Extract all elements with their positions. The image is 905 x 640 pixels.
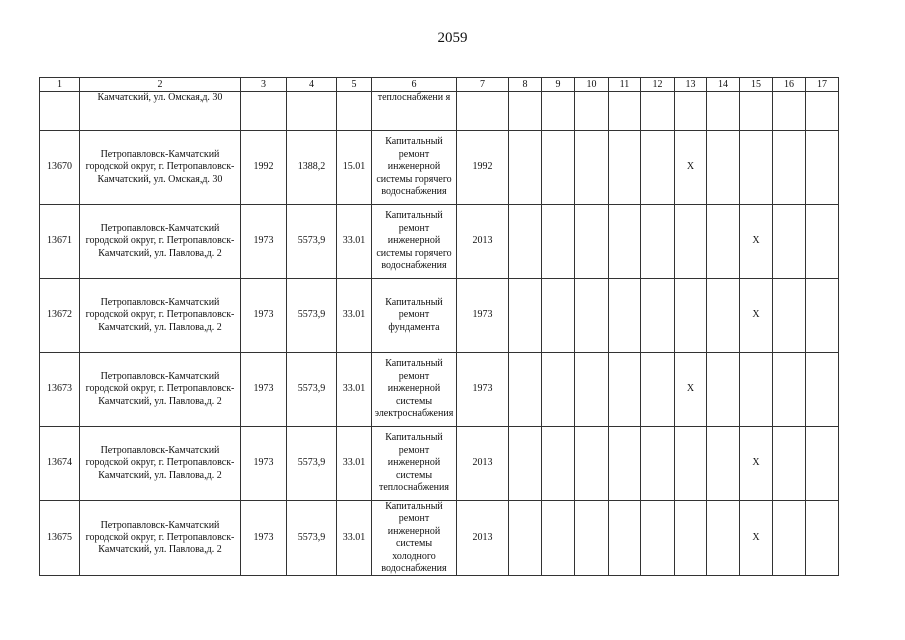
empty-cell [773,131,806,205]
table-row [40,131,839,205]
empty-cell [609,279,641,353]
empty-cell [575,501,609,576]
empty-cell [707,501,740,576]
empty-cell [575,131,609,205]
register-table [39,77,839,576]
column-header: 10 [575,78,609,92]
mark-col-15: X [740,279,773,353]
empty-cell [773,279,806,353]
empty-cell [542,205,575,279]
mark-col-15 [740,131,773,205]
column-header: 4 [287,78,337,92]
mark-col-15 [740,353,773,427]
column-header: 13 [675,78,707,92]
empty-cell [707,427,740,501]
empty-cell [641,131,675,205]
year-cell: 1973 [241,279,287,353]
code-cell: 15.01 [337,131,372,205]
address-cell: Петропавловск-Камчатский городской округ, г. Петропавловск-Камчатский, ул. Павлова,д. 2 [80,427,241,501]
empty-cell [773,427,806,501]
area-cell: 5573,9 [287,205,337,279]
column-header: 7 [457,78,509,92]
year-cell: 1992 [241,131,287,205]
empty-cell [773,501,806,576]
column-header: 9 [542,78,575,92]
column-header: 16 [773,78,806,92]
empty-cell [806,279,839,353]
mark-col-15: X [740,501,773,576]
empty-cell [542,353,575,427]
area-cell: 5573,9 [287,501,337,576]
mark-col-15: X [740,427,773,501]
year-cell: 1973 [241,353,287,427]
plan-year-cell: 1992 [457,131,509,205]
empty-cell [609,427,641,501]
column-header: 12 [641,78,675,92]
column-header: 17 [806,78,839,92]
address-cell: Камчатский, ул. Омская,д. 30 [80,92,241,131]
work-cell: теплоснабжени я [372,92,457,131]
empty-cell [509,279,542,353]
work-cell: Капитальный ремонт инженерной системы электроснабжения [372,353,457,427]
empty-cell [806,427,839,501]
empty-cell [806,131,839,205]
id-cell: 13672 [40,279,80,353]
table-row [40,353,839,427]
work-cell: Капитальный ремонт инженерной системы горячего водоснабжения [372,205,457,279]
column-header: 6 [372,78,457,92]
column-header: 11 [609,78,641,92]
code-cell: 33.01 [337,205,372,279]
plan-year-cell: 2013 [457,205,509,279]
area-cell: 1388,2 [287,131,337,205]
empty-cell [641,427,675,501]
empty-cell [806,353,839,427]
empty-cell [609,501,641,576]
column-header: 2 [80,78,241,92]
address-cell: Петропавловск-Камчатский городской округ, г. Петропавловск-Камчатский, ул. Омская,д. 30 [80,131,241,205]
mark-col-13 [675,501,707,576]
column-header: 1 [40,78,80,92]
empty-cell [609,205,641,279]
mark-col-13 [675,279,707,353]
id-cell: 13671 [40,205,80,279]
table-row [40,501,839,576]
table-row [40,205,839,279]
empty-cell [641,501,675,576]
empty-cell [641,279,675,353]
year-cell: 1973 [241,427,287,501]
empty-cell [575,353,609,427]
empty-cell [806,205,839,279]
empty-cell [609,131,641,205]
empty-cell [509,427,542,501]
empty-cell [609,353,641,427]
plan-year-cell: 1973 [457,279,509,353]
plan-year-cell: 1973 [457,353,509,427]
code-cell: 33.01 [337,501,372,576]
address-cell: Петропавловск-Камчатский городской округ, г. Петропавловск-Камчатский, ул. Павлова,д. 2 [80,353,241,427]
work-cell: Капитальный ремонт инженерной системы теплоснабжения [372,427,457,501]
column-header: 15 [740,78,773,92]
column-header: 5 [337,78,372,92]
empty-cell [575,427,609,501]
empty-cell [641,353,675,427]
empty-cell [509,205,542,279]
year-cell: 1973 [241,205,287,279]
empty-cell [641,205,675,279]
table-row [40,279,839,353]
area-cell: 5573,9 [287,353,337,427]
area-cell: 5573,9 [287,279,337,353]
empty-cell [773,353,806,427]
table-row [40,427,839,501]
id-cell: 13675 [40,501,80,576]
plan-year-cell: 2013 [457,501,509,576]
column-header: 3 [241,78,287,92]
continuation-row [40,92,839,131]
year-cell: 1973 [241,501,287,576]
empty-cell [509,353,542,427]
empty-cell [773,205,806,279]
code-cell: 33.01 [337,353,372,427]
work-cell: Капитальный ремонт инженерной системы холодного водоснабжения [372,501,457,576]
empty-cell [707,131,740,205]
id-cell: 13674 [40,427,80,501]
empty-cell [806,501,839,576]
header-row [40,78,839,92]
empty-cell [509,131,542,205]
work-cell: Капитальный ремонт фундамента [372,279,457,353]
plan-year-cell: 2013 [457,427,509,501]
mark-col-13 [675,427,707,501]
code-cell: 33.01 [337,427,372,501]
column-header: 14 [707,78,740,92]
mark-col-13: X [675,131,707,205]
id-cell: 13670 [40,131,80,205]
address-cell: Петропавловск-Камчатский городской округ, г. Петропавловск-Камчатский, ул. Павлова,д. 2 [80,501,241,576]
mark-col-13: X [675,353,707,427]
address-cell: Петропавловск-Камчатский городской округ, г. Петропавловск-Камчатский, ул. Павлова,д. 2 [80,279,241,353]
id-cell: 13673 [40,353,80,427]
page-number: 2059 [437,30,468,46]
empty-cell [542,279,575,353]
work-cell: Капитальный ремонт инженерной системы горячего водоснабжения [372,131,457,205]
empty-cell [707,353,740,427]
empty-cell [707,205,740,279]
column-header: 8 [509,78,542,92]
empty-cell [542,131,575,205]
code-cell: 33.01 [337,279,372,353]
mark-col-13 [675,205,707,279]
empty-cell [542,427,575,501]
empty-cell [542,501,575,576]
empty-cell [509,501,542,576]
empty-cell [575,205,609,279]
address-cell: Петропавловск-Камчатский городской округ, г. Петропавловск-Камчатский, ул. Павлова,д. 2 [80,205,241,279]
empty-cell [707,279,740,353]
empty-cell [575,279,609,353]
area-cell: 5573,9 [287,427,337,501]
mark-col-15: X [740,205,773,279]
